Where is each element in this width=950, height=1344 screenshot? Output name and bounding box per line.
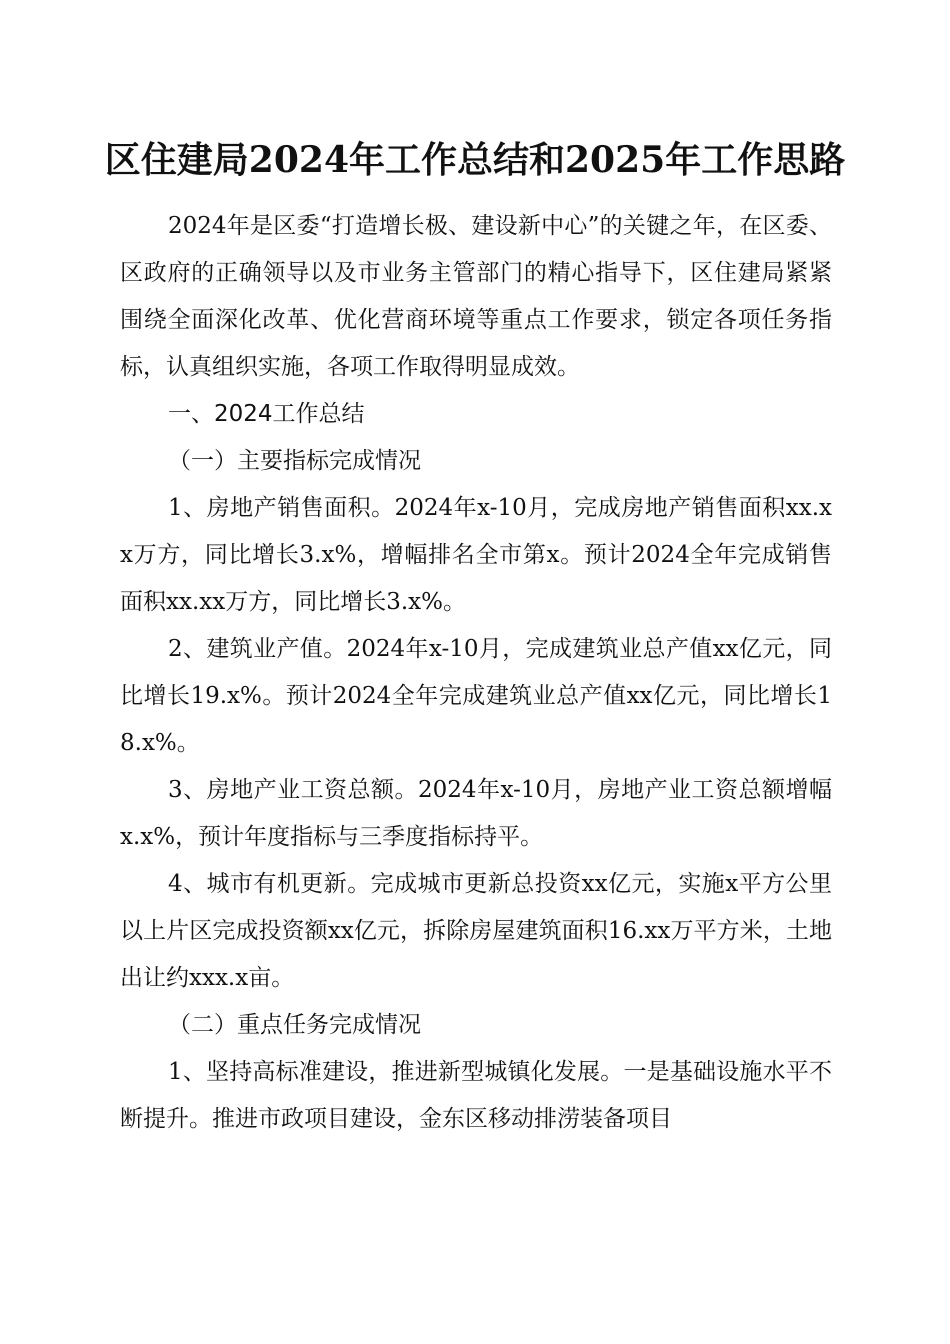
document-title: 区住建局2024年工作总结和2025年工作思路 [104,139,846,181]
intro-paragraph: 2024年是区委“打造增长极、建设新中心”的关键之年，在区委、区政府的正确领导以及市业务主管部门的精心指导下，区住建局紧紧围绕全面深化改革、优化营商环境等重点工作要求，锁定各项任务指标，认真组织实施，各项工作取得明显成效。 [120,213,832,380]
section-heading-summary: 一、2024工作总结 [168,401,365,427]
subsection-heading-key-tasks: （二）重点任务完成情况 [168,1012,421,1038]
indicator-item-urban-renewal: 4、城市有机更新。完成城市更新总投资xx亿元，实施x平方公里以上片区完成投资额xx亿元，拆除房屋建筑面积16.xx万平方米，土地出让约xxx.x亩。 [120,871,832,991]
indicator-item-wages: 3、房地产业工资总额。2024年x-10月，房地产业工资总额增幅x.x%，预计年度指标与三季度指标持平。 [120,777,832,850]
subsection-heading-indicators: （一）主要指标完成情况 [168,448,421,474]
document-body [120,203,832,1143]
indicator-item-sales-area: 1、房地产销售面积。2024年x-10月，完成房地产销售面积xx.xx万方，同比增长3.x%，增幅排名全市第x。预计2024全年完成销售面积xx.xx万方，同比增长3.x%。 [120,495,832,615]
task-item-construction: 1、坚持高标准建设，推进新型城镇化发展。一是基础设施水平不断提升。推进市政项目建设，金东区移动排涝装备项目 [120,1059,832,1132]
indicator-item-construction-output: 2、建筑业产值。2024年x-10月，完成建筑业总产值xx亿元，同比增长19.x%。预计2024全年完成建筑业总产值xx亿元，同比增长18.x%。 [120,636,832,756]
